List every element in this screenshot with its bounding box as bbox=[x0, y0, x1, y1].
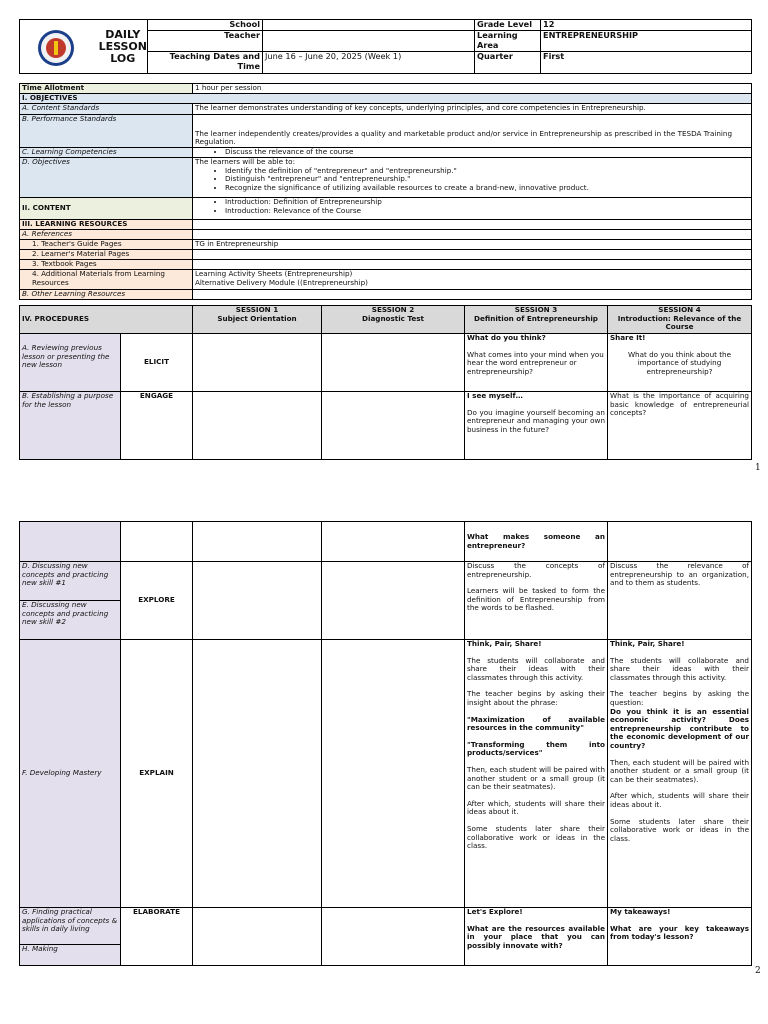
lm-label: 2. Learner's Material Pages bbox=[20, 250, 193, 260]
row-b-phase: ENGAGE bbox=[121, 392, 193, 460]
row-g-s3-title: Let's Explore! bbox=[467, 907, 523, 916]
row-g-label: G. Finding practical applications of concepts & skills in daily living bbox=[22, 907, 118, 934]
row-a-phase: ELICIT bbox=[121, 334, 193, 392]
row-a-label: A. Reviewing previous lesson or presenting the new lesson bbox=[20, 334, 121, 392]
row-f-s4-p4: After which, students will share their ideas about it. bbox=[610, 791, 749, 809]
procedures-table bbox=[19, 305, 752, 460]
row-f-s4-p2: The teacher begins by asking the question: bbox=[610, 689, 749, 707]
references-empty bbox=[193, 230, 752, 240]
title-line-1: DAILY bbox=[105, 27, 141, 41]
competency-value: • Discuss the relevance of the course bbox=[225, 148, 749, 157]
row-b-s4 bbox=[608, 392, 752, 460]
row-de-s1 bbox=[193, 562, 322, 640]
obj-intro: The learners will be able to: bbox=[195, 157, 295, 166]
row-e-label: E. Discussing new concepts and practicing new skill #2 bbox=[20, 600, 120, 627]
row-g-s3-body: What are the resources available in your place that you can possibly innovate with? bbox=[467, 923, 605, 950]
row-b-s1 bbox=[193, 392, 322, 460]
quarter-value: First bbox=[541, 52, 752, 74]
session2-title: SESSION 2 bbox=[371, 305, 415, 314]
row-f-s3-q2: "Transforming them into products/services" bbox=[467, 739, 605, 758]
row-f-s3-p2: The teacher begins by asking their insight about the phrase: bbox=[467, 689, 605, 707]
am-value-1: Learning Activity Sheets (Entrepreneurship) bbox=[195, 269, 353, 278]
session2-sub: Diagnostic Test bbox=[362, 313, 424, 323]
row-b-s3-body: Do you imagine yourself becoming an entrepreneur and managing your own business in the future? bbox=[467, 407, 605, 434]
row-de-s3-p2: Learners will be tasked to form the definition of Entrepreneurship from the words to be flashed. bbox=[467, 586, 605, 613]
row-f-s4-p1: The students will collaborate and share their ideas with their classmates through this activity. bbox=[610, 655, 749, 682]
procedures-title: IV. PROCEDURES bbox=[20, 306, 193, 334]
page2-top-s2 bbox=[322, 522, 465, 562]
row-de-phase: EXPLORE bbox=[121, 562, 193, 640]
page2-top-s3: What makes someone an entrepreneur? bbox=[465, 522, 608, 562]
row-de-s2 bbox=[322, 562, 465, 640]
session4-sub: Introduction: Relevance of the Course bbox=[617, 313, 742, 332]
tb-empty bbox=[193, 260, 752, 270]
session3-header bbox=[465, 306, 608, 334]
page2-top-s1 bbox=[193, 522, 322, 562]
row-d-label: D. Discussing new concepts and practicing new skill #1 bbox=[22, 561, 109, 588]
content-std-value: The learner demonstrates understanding of key concepts, underlying principles, and core competencies in Entrepreneurship. bbox=[193, 104, 752, 115]
content-std-label: A. Content Standards bbox=[20, 104, 193, 115]
dates-value: June 16 – June 20, 2025 (Week 1) bbox=[263, 52, 475, 74]
row-f-s3 bbox=[465, 640, 608, 908]
session2-header bbox=[322, 306, 465, 334]
objectives-table bbox=[19, 83, 752, 300]
tb-label: 3. Textbook Pages bbox=[20, 260, 193, 270]
tg-label: 1. Teacher's Guide Pages bbox=[20, 240, 193, 250]
time-value: 1 hour per session bbox=[193, 84, 752, 94]
row-a-s1 bbox=[193, 334, 322, 392]
teacher-value bbox=[263, 31, 475, 52]
lm-empty bbox=[193, 250, 752, 260]
row-f-s4-p5: Some students later share their collaborative work or ideas in the class. bbox=[610, 816, 749, 843]
time-label: Time Allotment bbox=[20, 84, 193, 94]
row-a-s2 bbox=[322, 334, 465, 392]
row-g-s1 bbox=[193, 908, 322, 966]
area-value: ENTREPRENEURSHIP bbox=[541, 31, 752, 52]
other-label: B. Other Learning Resources bbox=[20, 290, 193, 300]
competency-label: C. Learning Competencies bbox=[20, 148, 193, 158]
competency-cell bbox=[193, 148, 752, 158]
perf-std-label: B. Performance Standards bbox=[20, 115, 193, 148]
references-label: A. References bbox=[20, 230, 193, 240]
row-a-s3-title: What do you think? bbox=[467, 333, 546, 342]
perf-std-value: The learner independently creates/provides a quality and marketable product and/or service in Entrepreneurship as prescribed in the TESDA Training Regulation. bbox=[193, 115, 752, 148]
row-b-s2 bbox=[322, 392, 465, 460]
row-a-s4-body: What do you think about the importance of studying entrepreneurship? bbox=[627, 349, 732, 376]
row-gh-label bbox=[20, 908, 121, 966]
row-a-s4 bbox=[608, 334, 752, 392]
resources-label: III. LEARNING RESOURCES bbox=[20, 220, 193, 230]
am-cell bbox=[193, 270, 752, 290]
obj-item: • Distinguish "entrepreneur" and "entrepreneurship." bbox=[225, 175, 749, 184]
row-g-s4 bbox=[608, 908, 752, 966]
row-de-label bbox=[20, 562, 121, 640]
row-f-s3-p1: The students will collaborate and share their ideas with their classmates through this activity. bbox=[467, 655, 605, 682]
school-label: School bbox=[148, 20, 263, 31]
title-line-3: LOG bbox=[110, 51, 136, 65]
row-b-s3 bbox=[465, 392, 608, 460]
session1-title: SESSION 1 bbox=[235, 305, 279, 314]
grade-value: 12 bbox=[541, 20, 752, 31]
row-f-s4-p3: Then, each student will be paired with another student or a small group (it can be their seatmates). bbox=[610, 757, 749, 784]
header-table bbox=[19, 19, 752, 74]
deped-seal-icon bbox=[38, 30, 74, 66]
section-objectives: I. OBJECTIVES bbox=[20, 94, 752, 104]
obj-item: • Recognize the significance of utilizing available resources to create a brand-new, innovative product. bbox=[225, 184, 749, 193]
school-value bbox=[263, 20, 475, 31]
content-label: II. CONTENT bbox=[20, 198, 193, 220]
session1-sub: Subject Orientation bbox=[217, 313, 297, 323]
quarter-label: Quarter bbox=[475, 52, 541, 74]
row-f-s3-q1: "Maximization of available resources in the community" bbox=[467, 714, 605, 733]
obj-cell bbox=[193, 158, 752, 198]
content-item: • Introduction: Definition of Entrepreneurship bbox=[225, 198, 749, 207]
row-f-phase: EXPLAIN bbox=[121, 640, 193, 908]
row-de-s3-p1: Discuss the concepts of entrepreneurship. bbox=[467, 561, 605, 579]
row-b-s3-title: I see myself… bbox=[467, 391, 523, 400]
session3-sub: Definition of Entrepreneurship bbox=[474, 313, 598, 323]
resources-empty bbox=[193, 220, 752, 230]
procedures-table-continued bbox=[19, 521, 752, 966]
row-g-s3 bbox=[465, 908, 608, 966]
row-f-label: F. Developing Mastery bbox=[20, 640, 121, 908]
session3-title: SESSION 3 bbox=[514, 305, 558, 314]
session4-title: SESSION 4 bbox=[658, 305, 701, 314]
dates-label: Teaching Dates and Time bbox=[148, 52, 263, 74]
tg-value: TG in Entrepreneurship bbox=[193, 240, 752, 250]
row-f-s4 bbox=[608, 640, 752, 908]
row-f-s3-p5: Some students later share their collaborative work or ideas in the class. bbox=[467, 823, 605, 851]
row-a-s3 bbox=[465, 334, 608, 392]
title-cell bbox=[20, 20, 148, 74]
row-f-s3-p3: Then, each student will be paired with another student or a small group (it can be their seatmates). bbox=[467, 764, 605, 792]
row-de-s4 bbox=[608, 562, 752, 640]
area-label: Learning Area bbox=[475, 31, 541, 52]
page2-top-s4 bbox=[608, 522, 752, 562]
am-value-2: Alternative Delivery Module ((Entrepreneurship) bbox=[195, 277, 368, 287]
row-a-s4-title: Share It! bbox=[610, 333, 646, 342]
session4-header bbox=[608, 306, 752, 334]
page-number-2: 2 bbox=[755, 966, 761, 976]
teacher-label: Teacher bbox=[148, 31, 263, 52]
page2-top-label bbox=[20, 522, 121, 562]
row-g-s4-body: What are your key takeaways from today's lesson? bbox=[610, 923, 749, 942]
am-label: 4. Additional Materials from Learning Resources bbox=[20, 270, 193, 290]
page-number-1: 1 bbox=[755, 463, 761, 473]
obj-item: • Identify the definition of "entrepreneur" and "entrepreneurship." bbox=[225, 167, 749, 176]
row-f-s1 bbox=[193, 640, 322, 908]
row-f-s4-q: Do you think it is an essential economic activity? Does entrepreneurship contribute to the economic development of our country? bbox=[610, 706, 749, 750]
obj-label: D. Objectives bbox=[20, 158, 193, 198]
grade-label: Grade Level bbox=[475, 20, 541, 31]
content-item: • Introduction: Relevance of the Course bbox=[225, 207, 749, 216]
row-f-s3-p4: After which, students will share their ideas about it. bbox=[467, 798, 605, 817]
row-a-s3-body: What comes into your mind when you hear the word entrepreneur or entrepreneurship? bbox=[467, 349, 604, 376]
row-f-s4-title: Think, Pair, Share! bbox=[610, 639, 685, 648]
other-empty bbox=[193, 290, 752, 300]
page2-top-phase bbox=[121, 522, 193, 562]
session1-header bbox=[193, 306, 322, 334]
row-g-s2 bbox=[322, 908, 465, 966]
row-b-s4-body: What is the importance of acquiring basic knowledge of entrepreneurial concepts? bbox=[610, 391, 749, 418]
row-de-s4-body: Discuss the relevance of entrepreneurship to an organization, and to them as students. bbox=[610, 561, 749, 588]
content-cell bbox=[193, 198, 752, 220]
row-h-label: H. Making bbox=[20, 944, 120, 954]
row-de-s3 bbox=[465, 562, 608, 640]
title-line-2: LESSON bbox=[98, 39, 147, 53]
row-b-label: B. Establishing a purpose for the lesson bbox=[20, 392, 121, 460]
row-g-phase: ELABORATE bbox=[121, 908, 193, 966]
row-f-s2 bbox=[322, 640, 465, 908]
row-f-s3-title: Think, Pair, Share! bbox=[467, 639, 542, 648]
row-g-s4-title: My takeaways! bbox=[610, 907, 671, 916]
